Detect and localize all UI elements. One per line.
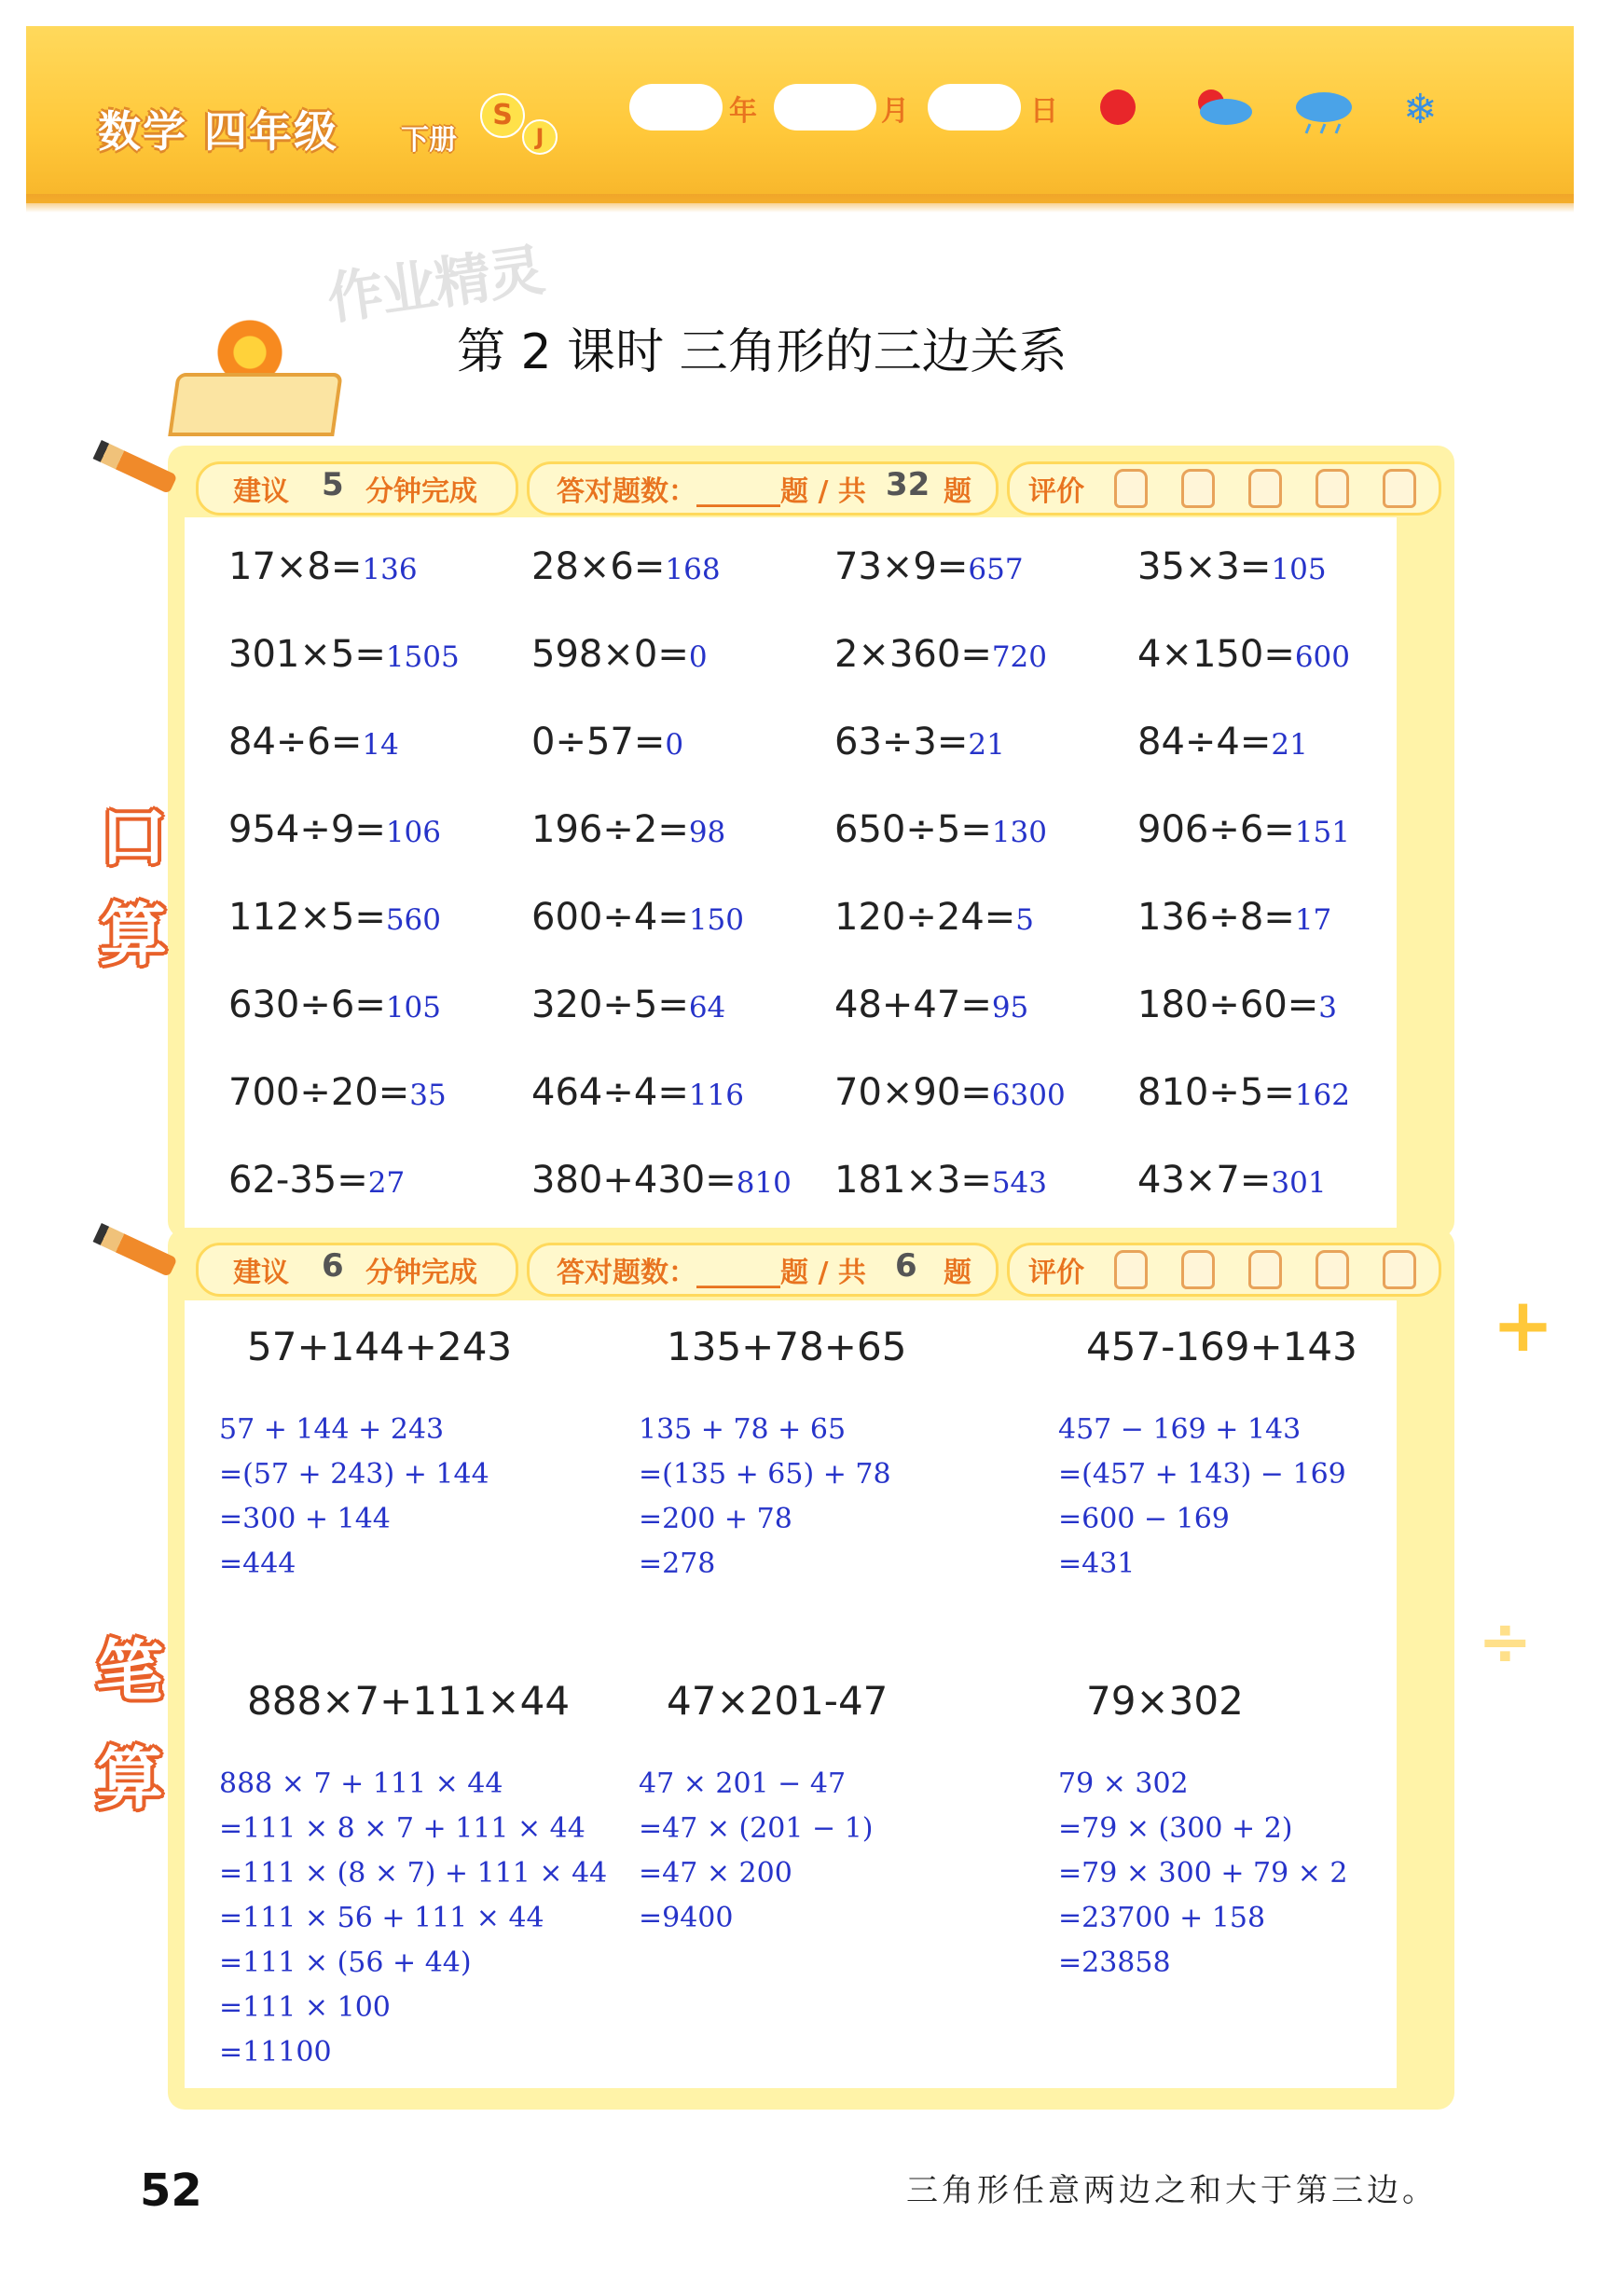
oral-item bbox=[531, 983, 725, 1026]
oral-item bbox=[1137, 808, 1350, 851]
written-side-label-1: 笔 bbox=[96, 1632, 164, 1711]
oral-item bbox=[531, 721, 683, 763]
rain-icon[interactable] bbox=[1291, 89, 1357, 135]
oral-total-suffix: 题 bbox=[944, 475, 971, 508]
oral-suggest-suffix: 分钟完成 bbox=[365, 475, 477, 508]
oral-total: 32 bbox=[886, 466, 930, 503]
thumb-up-icon[interactable] bbox=[1383, 1250, 1416, 1289]
oral-item bbox=[228, 633, 460, 676]
oral-question: 630÷6= bbox=[228, 983, 386, 1026]
oral-item bbox=[228, 808, 441, 851]
written-working[interactable]: 457 − 169 + 143 =(457 + 143) − 169 =600 − 169 =431 bbox=[1058, 1413, 1346, 1580]
oral-rating-label: 评价 bbox=[1028, 475, 1084, 508]
cloudy-icon[interactable] bbox=[1189, 86, 1254, 127]
written-question: 135+78+65 bbox=[667, 1324, 907, 1369]
month-field[interactable] bbox=[774, 84, 876, 131]
oral-correct-label: 答对题数：______题 / 共 bbox=[557, 475, 866, 508]
divide-deco-icon: ÷ bbox=[1478, 1603, 1533, 1680]
oral-answer[interactable]: 136 bbox=[362, 553, 418, 586]
oral-answer[interactable]: 21 bbox=[1271, 728, 1308, 762]
written-total-suffix: 题 bbox=[944, 1257, 971, 1289]
oral-item bbox=[1137, 1071, 1350, 1114]
oral-question: 301×5= bbox=[228, 633, 386, 676]
pencil-icon bbox=[93, 440, 178, 494]
watermark: 作业精灵 bbox=[323, 238, 547, 333]
oral-question: 810÷5= bbox=[1137, 1071, 1295, 1114]
written-question: 457-169+143 bbox=[1086, 1324, 1357, 1369]
oral-question: 4×150= bbox=[1137, 633, 1295, 676]
oral-question: 598×0= bbox=[531, 633, 689, 676]
written-rating-label: 评价 bbox=[1028, 1257, 1084, 1289]
book-title: 数学 四年级 bbox=[98, 106, 339, 157]
written-question: 888×7+111×44 bbox=[247, 1678, 571, 1724]
oral-question: 0÷57= bbox=[531, 721, 666, 763]
oral-question: 35×3= bbox=[1137, 545, 1272, 588]
oral-suggest-minutes: 5 bbox=[322, 466, 344, 503]
oral-item bbox=[531, 1071, 744, 1114]
oral-question: 380+430= bbox=[531, 1159, 737, 1202]
oral-question: 180÷60= bbox=[1137, 983, 1319, 1026]
oral-answer[interactable]: 116 bbox=[688, 1079, 744, 1112]
oral-answer[interactable]: 5 bbox=[1015, 903, 1035, 937]
edition-badge-j: J bbox=[522, 119, 558, 155]
oral-item bbox=[228, 896, 441, 939]
edition-badge-s: S bbox=[480, 93, 525, 138]
oral-answer[interactable]: 150 bbox=[688, 903, 744, 937]
oral-answer[interactable]: 35 bbox=[409, 1079, 447, 1112]
oral-answer[interactable]: 27 bbox=[367, 1166, 406, 1200]
thumb-up-icon[interactable] bbox=[1114, 469, 1148, 508]
oral-item bbox=[228, 983, 441, 1026]
thumb-up-icon[interactable] bbox=[1114, 1250, 1148, 1289]
written-rating-thumbs[interactable] bbox=[1114, 1250, 1450, 1293]
thumb-up-icon[interactable] bbox=[1316, 1250, 1349, 1289]
oral-item bbox=[531, 896, 744, 939]
thumb-up-icon[interactable] bbox=[1248, 1250, 1282, 1289]
written-working[interactable]: 79 × 302 =79 × (300 + 2) =79 × 300 + 79 × 2 =23700 + 158 =23858 bbox=[1058, 1767, 1348, 1979]
oral-question: 2×360= bbox=[834, 633, 992, 676]
oral-question: 63÷3= bbox=[834, 721, 969, 763]
oral-question: 84÷6= bbox=[228, 721, 363, 763]
oral-answer[interactable]: 98 bbox=[688, 816, 726, 849]
written-question: 47×201-47 bbox=[667, 1678, 889, 1724]
written-correct-label: 答对题数：______题 / 共 bbox=[557, 1257, 866, 1289]
thumb-up-icon[interactable] bbox=[1316, 469, 1349, 508]
written-side-label-2: 算 bbox=[96, 1739, 164, 1818]
thumb-up-icon[interactable] bbox=[1383, 469, 1416, 508]
oral-answer[interactable]: 810 bbox=[736, 1166, 792, 1200]
oral-answer[interactable]: 0 bbox=[688, 640, 708, 674]
written-suggest-prefix: 建议 bbox=[233, 1257, 289, 1289]
oral-question: 62-35= bbox=[228, 1159, 368, 1202]
oral-question: 954÷9= bbox=[228, 808, 386, 851]
oral-item bbox=[228, 1071, 447, 1114]
year-label: 年 bbox=[729, 95, 757, 128]
oral-answer[interactable]: 1505 bbox=[385, 640, 460, 674]
oral-question: 120÷24= bbox=[834, 896, 1016, 939]
oral-answer[interactable]: 168 bbox=[665, 553, 721, 586]
day-field[interactable] bbox=[928, 84, 1021, 131]
oral-answer[interactable]: 151 bbox=[1294, 816, 1350, 849]
oral-item bbox=[834, 1071, 1066, 1114]
oral-answer[interactable]: 162 bbox=[1294, 1079, 1350, 1112]
oral-answer[interactable]: 657 bbox=[968, 553, 1024, 586]
thumb-up-icon[interactable] bbox=[1181, 469, 1215, 508]
thumb-up-icon[interactable] bbox=[1248, 469, 1282, 508]
written-working[interactable]: 47 × 201 − 47 =47 × (201 − 1) =47 × 200 =9400 bbox=[639, 1767, 874, 1934]
oral-answer[interactable]: 106 bbox=[385, 816, 441, 849]
volume-label: 下册 bbox=[401, 124, 457, 157]
oral-item bbox=[228, 545, 418, 588]
oral-item bbox=[1137, 1159, 1327, 1202]
sunny-icon[interactable] bbox=[1100, 89, 1136, 125]
page-number: 52 bbox=[140, 2165, 202, 2217]
oral-answer[interactable]: 130 bbox=[991, 816, 1047, 849]
oral-answer[interactable]: 600 bbox=[1294, 640, 1350, 674]
oral-question: 70×90= bbox=[834, 1071, 992, 1114]
oral-panel-body bbox=[185, 517, 1397, 1228]
oral-answer[interactable]: 17 bbox=[1294, 903, 1332, 937]
oral-side-label-2: 算 bbox=[100, 896, 168, 974]
oral-question: 43×7= bbox=[1137, 1159, 1272, 1202]
oral-question: 181×3= bbox=[834, 1159, 992, 1202]
oral-answer[interactable]: 560 bbox=[385, 903, 441, 937]
oral-suggest-prefix: 建议 bbox=[233, 475, 289, 508]
oral-answer[interactable]: 64 bbox=[688, 991, 726, 1024]
oral-answer[interactable]: 105 bbox=[385, 991, 441, 1024]
oral-item bbox=[1137, 721, 1308, 763]
oral-item bbox=[834, 633, 1047, 676]
oral-item bbox=[531, 808, 725, 851]
oral-question: 136÷8= bbox=[1137, 896, 1295, 939]
written-working[interactable]: 888 × 7 + 111 × 44 =111 × 8 × 7 + 111 × 44 =111 × (8 × 7) + 111 × 44 =111 × 56 + 111 × 44 =111 × (56 + 44) =111 × 100 =11100 bbox=[219, 1767, 608, 2069]
written-working[interactable]: 57 + 144 + 243 =(57 + 243) + 144 =300 + 144 =444 bbox=[219, 1413, 489, 1580]
lesson-title: 第 2 课时 三角形的三边关系 bbox=[457, 324, 1068, 380]
written-suggest-minutes: 6 bbox=[322, 1247, 344, 1285]
oral-item bbox=[531, 1159, 792, 1202]
written-total: 6 bbox=[895, 1247, 917, 1285]
written-working[interactable]: 135 + 78 + 65 =(135 + 65) + 78 =200 + 78 =278 bbox=[639, 1413, 891, 1580]
oral-item bbox=[834, 545, 1024, 588]
day-label: 日 bbox=[1030, 95, 1058, 128]
oral-answer[interactable]: 14 bbox=[362, 728, 399, 762]
oral-question: 84÷4= bbox=[1137, 721, 1272, 763]
oral-answer[interactable]: 0 bbox=[665, 728, 684, 762]
oral-item bbox=[531, 633, 708, 676]
snow-icon[interactable]: ❄ bbox=[1403, 86, 1438, 133]
oral-item bbox=[228, 1159, 405, 1202]
oral-question: 650÷5= bbox=[834, 808, 992, 851]
pencil-icon bbox=[93, 1223, 178, 1277]
oral-question: 320÷5= bbox=[531, 983, 689, 1026]
oral-item bbox=[1137, 896, 1331, 939]
written-suggest-suffix: 分钟完成 bbox=[365, 1257, 477, 1289]
oral-answer[interactable]: 543 bbox=[991, 1166, 1047, 1200]
oral-item bbox=[834, 808, 1047, 851]
oral-question: 700÷20= bbox=[228, 1071, 410, 1114]
written-question: 79×302 bbox=[1086, 1678, 1244, 1724]
oral-item bbox=[1137, 545, 1327, 588]
oral-answer[interactable]: 21 bbox=[968, 728, 1005, 762]
oral-item bbox=[531, 545, 721, 588]
oral-question: 600÷4= bbox=[531, 896, 689, 939]
footer-tip: 三角形任意两边之和大于第三边。 bbox=[906, 2172, 1438, 2209]
oral-item bbox=[1137, 983, 1337, 1026]
oral-question: 464÷4= bbox=[531, 1071, 689, 1114]
written-question: 57+144+243 bbox=[247, 1324, 513, 1369]
oral-question: 112×5= bbox=[228, 896, 386, 939]
oral-item bbox=[834, 721, 1005, 763]
oral-question: 28×6= bbox=[531, 545, 666, 588]
thumb-up-icon[interactable] bbox=[1181, 1250, 1215, 1289]
oral-item bbox=[834, 983, 1028, 1026]
open-book-icon bbox=[168, 373, 343, 436]
oral-answer[interactable]: 6300 bbox=[991, 1079, 1066, 1112]
oral-answer[interactable]: 105 bbox=[1271, 553, 1327, 586]
oral-item bbox=[834, 896, 1034, 939]
oral-item bbox=[1137, 633, 1350, 676]
oral-question: 17×8= bbox=[228, 545, 363, 588]
oral-rating-thumbs[interactable] bbox=[1114, 469, 1450, 512]
oral-item bbox=[834, 1159, 1047, 1202]
oral-answer[interactable]: 301 bbox=[1271, 1166, 1327, 1200]
oral-item bbox=[228, 721, 399, 763]
oral-answer[interactable]: 95 bbox=[991, 991, 1029, 1024]
year-field[interactable] bbox=[629, 84, 723, 131]
oral-answer[interactable]: 720 bbox=[991, 640, 1047, 674]
oral-question: 906÷6= bbox=[1137, 808, 1295, 851]
plus-deco-icon: + bbox=[1492, 1282, 1555, 1368]
month-label: 月 bbox=[881, 95, 909, 128]
oral-question: 196÷2= bbox=[531, 808, 689, 851]
oral-answer[interactable]: 3 bbox=[1318, 991, 1338, 1024]
oral-side-label-1: 口 bbox=[100, 798, 168, 876]
oral-question: 73×9= bbox=[834, 545, 969, 588]
oral-question: 48+47= bbox=[834, 983, 992, 1026]
